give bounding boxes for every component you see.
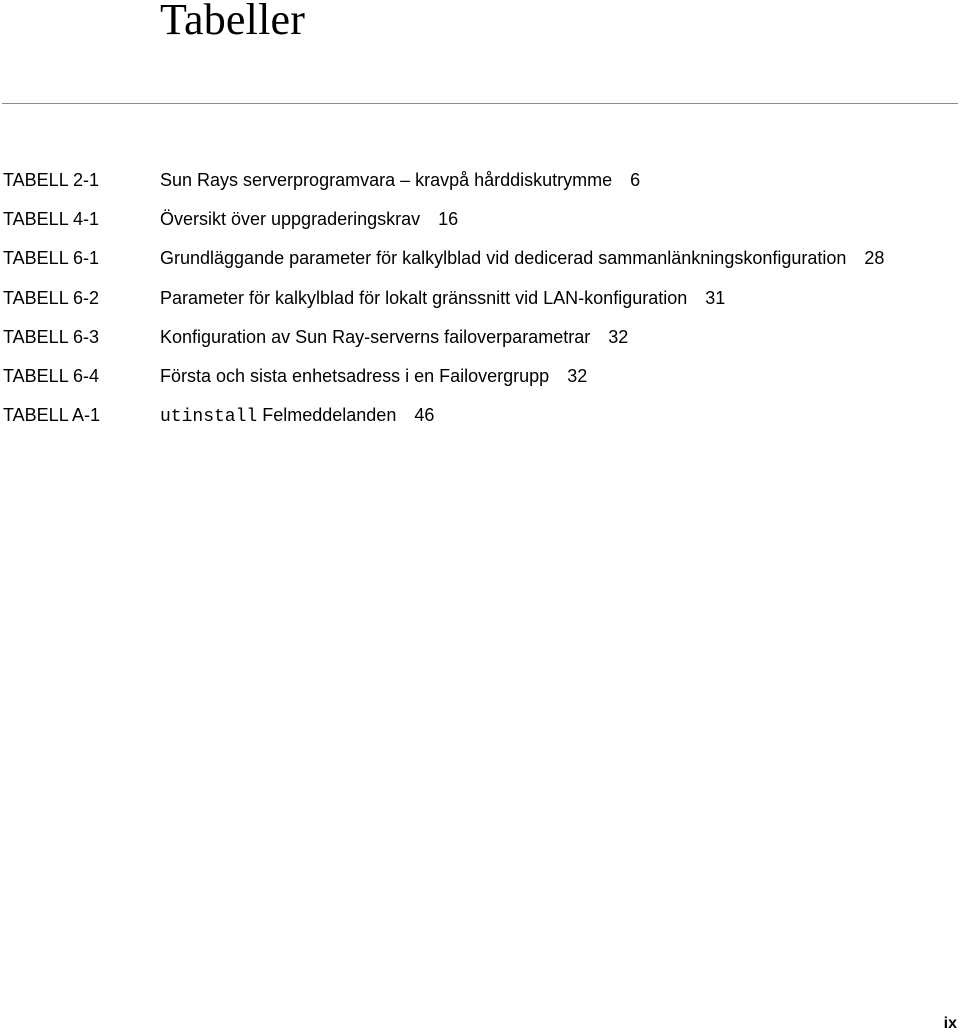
title-divider <box>2 103 958 104</box>
table-label: TABELL 6-3 <box>3 326 100 347</box>
table-label: TABELL 4-1 <box>3 209 100 230</box>
table-entry[interactable] <box>0 396 960 435</box>
table-title[interactable]: Första och sista enhetsadress i en Failovergrupp <box>160 365 550 386</box>
command-name: utinstall <box>160 407 258 428</box>
table-page-number: 32 <box>608 326 629 347</box>
table-label: TABELL A-1 <box>3 405 101 426</box>
table-title[interactable]: Konfiguration av Sun Ray-serverns failoverparametrar <box>160 326 591 347</box>
table-title[interactable]: Översikt över uppgraderingskrav <box>160 209 421 230</box>
table-entry-body <box>160 357 587 396</box>
table-entry-body <box>160 161 640 200</box>
table-label: TABELL 2-1 <box>3 170 100 190</box>
table-title[interactable]: Parameter för kalkylblad för lokalt gränssnitt vid LAN-konfiguration <box>160 287 688 308</box>
table-entry-body <box>160 396 434 437</box>
table-list <box>0 161 960 435</box>
table-title[interactable]: Grundläggande parameter för kalkylblad vid dedicerad sammanlänkningskonfiguration <box>160 248 847 269</box>
table-label: TABELL 6-1 <box>3 248 100 269</box>
table-entry-body <box>160 200 458 239</box>
table-entry[interactable] <box>0 279 960 318</box>
table-entry-body <box>160 279 725 318</box>
table-entry[interactable] <box>0 161 960 200</box>
table-entry[interactable] <box>0 357 960 396</box>
table-entry[interactable] <box>0 239 960 278</box>
table-page-number: 28 <box>864 248 885 269</box>
table-label: TABELL 6-4 <box>3 365 100 386</box>
table-page-number: 6 <box>630 170 641 190</box>
table-entry[interactable] <box>0 200 960 239</box>
page-title: Tabeller <box>160 0 306 44</box>
table-page-number: 32 <box>567 365 588 386</box>
table-page-number: 16 <box>438 209 459 230</box>
table-page-number: 46 <box>414 405 435 426</box>
table-label: TABELL 6-2 <box>3 287 100 308</box>
page-number: ix <box>943 1015 957 1032</box>
table-page-number: 31 <box>705 287 726 308</box>
table-entry-body <box>160 239 884 278</box>
table-entry[interactable] <box>0 318 960 357</box>
table-entry-body <box>160 318 628 357</box>
table-title[interactable]: Felmeddelanden <box>262 405 397 426</box>
table-title[interactable]: Sun Rays serverprogramvara – kravpå hårddiskutrymme <box>160 170 613 190</box>
